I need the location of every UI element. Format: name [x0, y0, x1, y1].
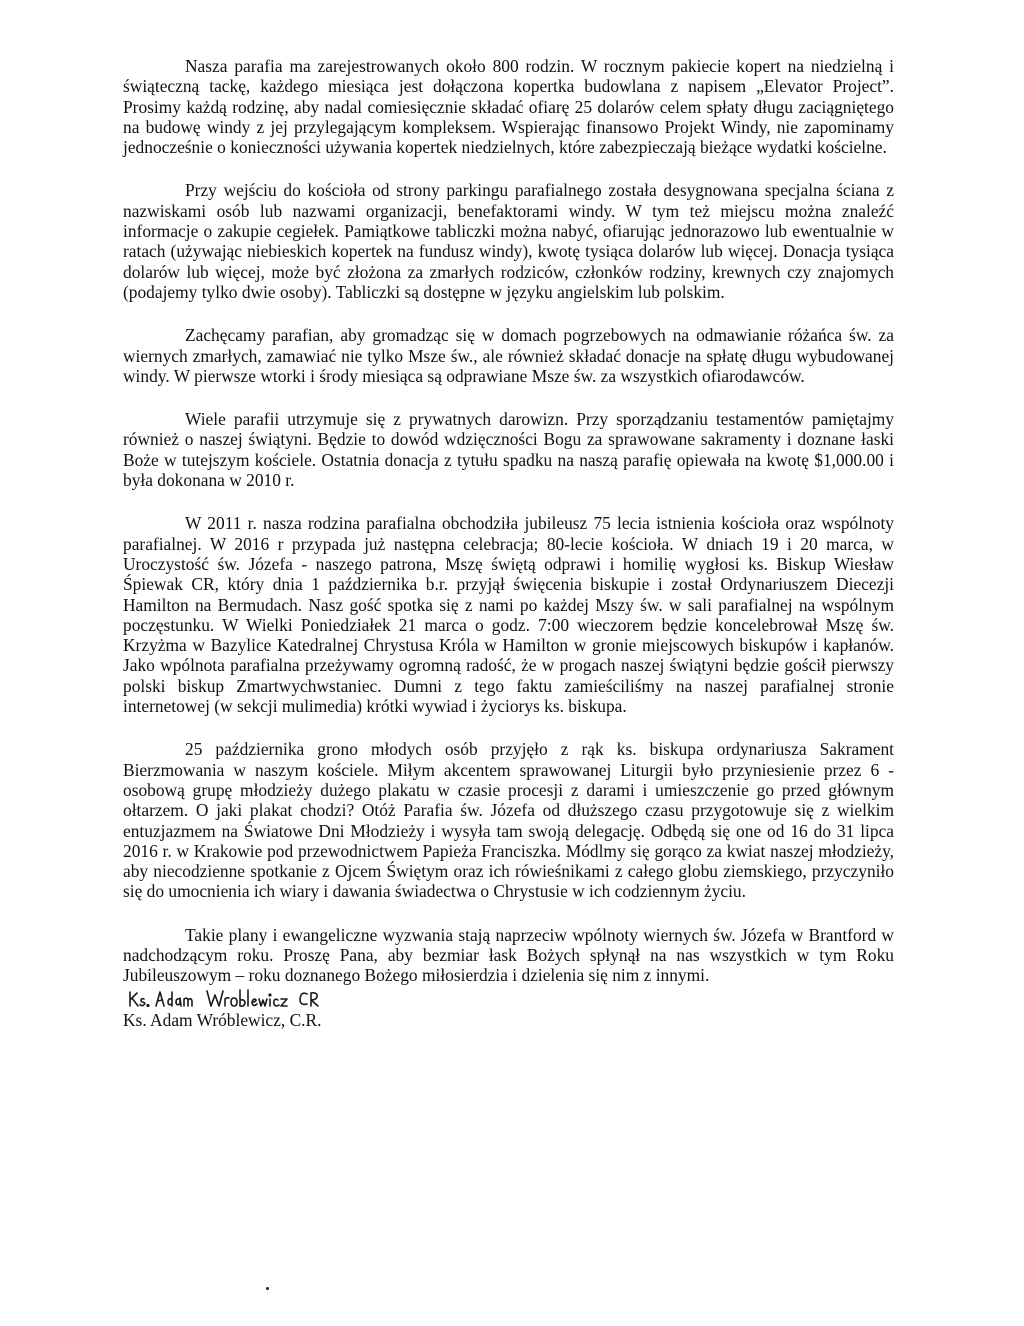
- stray-dot: [266, 1287, 269, 1290]
- paragraph-funeral-homes: Zachęcamy parafian, aby gromadząc się w domach pogrzebowych na odmawianie różańca św. za wiernych zmarłych, zamawiać nie tylko Msze św., ale również składać donacje na spłatę długu wybudowanej windy. W pierwsze wtorki i środy miesiąca są odprawiane Msze św. za wszystkich ofiarodawców.: [123, 325, 894, 386]
- paragraph-confirmation: 25 października grono młodych osób przyjęło z rąk ks. biskupa ordynariusza Sakrament Bierzmowania w naszym kościele. Miłym akcentem sprawowanej Liturgii było przyniesienie przez 6 - osobową grupę młodzieży dużego plakatu w czasie procesji z darami i umieszczenie go przed głównym ołtarzem. O jaki plakat chodzi? Otóż Parafia św. Józefa od dłuższego czasu przygotowuje się z wielkim entuzjazmem na Światowe Dni Młodzieży i wysyła tam swoją delegację. Odbędą się one od 16 do 31 lipca 2016 r. w Krakowie pod przewodnictwem Papieża Franciszka. Módlmy się gorąco za kwiat naszej młodzieży, aby niecodzienne spotkanie z Ojcem Świętym oraz ich rówieśnikami z całego globu ziemskiego, przyczyniło się do umocnienia ich wiary i dawania świadectwa o Chrystusie w ich codziennym życiu.: [123, 739, 894, 902]
- paragraph-anniversary: W 2011 r. nasza rodzina parafialna obchodziła jubileusz 75 lecia istnienia kościoła oraz wspólnoty parafialnej. W 2016 r przypada już następna celebracja; 80-lecie kościoła. W dniach 19 i 20 marca, w Uroczystość św. Józefa - naszego patrona, Mszę świętą odprawi i homilię wygłosi ks. Biskup Wiesław Śpiewak CR, który dnia 1 października b.r. przyjął święcenia biskupie i został Ordynariuszem Diecezji Hamilton na Bermudach. Nasz gość spotka się z nami po każdej Mszy św. w sali parafialnej na wspólnym poczęstunku. W Wielki Poniedziałek 21 marca o godz. 7:00 wieczorem będzie koncelebrował Mszę św. Krzyżma w Bazylice Katedralnej Chrystusa Króla w Hamilton w gronie miejscowych biskupów i kapłanów. Jako wpólnota parafialna przeżywamy ogromną radość, że w progach naszej świątyni będzie gościł pierwszy polski biskup Zmartwychwstaniec. Dumni z tego faktu zamieściliśmy na naszej parafialnej stronie internetowej (w sekcji mulimedia) krótki wywiad i życiorys ks. biskupa.: [123, 513, 894, 717]
- paragraph-donor-wall: Przy wejściu do kościoła od strony parkingu parafialnego została desygnowana specjalna ściana z nazwiskami osób lub nazwami organizacji, benefaktorami windy. W tym też miejscu można znaleźć informacje o zakupie cegiełek. Pamiątkowe tabliczki można nabyć, ofiarując jednorazowo lub ewentualnie w ratach (używając niebieskich kopertek na fundusz windy), kwotę tysiąca dolarów lub więcej. Donacja tysiąca dolarów lub więcej, może być złożona za zmarłych rodziców, członków rodziny, krewnych czy znajomych (podajemy tylko dwie osoby). Tabliczki są dostępne w języku angielskim lub polskim.: [123, 180, 894, 302]
- signature-name: Ks. Adam Wróblewicz, C.R.: [123, 1009, 322, 1030]
- signature-block: [123, 986, 894, 1030]
- letter-body: [123, 56, 894, 1030]
- paragraph-parish-envelopes: Nasza parafia ma zarejestrowanych około 800 rodzin. W rocznym pakiecie kopert na niedzielną i świąteczną tackę, każdego miesiąca jest dołączona kopertka budowlana z napisem „Elevator Project”. Prosimy każdą rodzinę, aby nadal comiesięcznie składać ofiarę 25 dolarów celem spłaty długu zaciągniętego na budowę windy z jej przylegającym kompleksem. Wspierając finansowo Projekt Windy, nie zapominamy jednocześnie o konieczności używania kopertek niedzielnych, które zabezpieczają bieżące wydatki kościelne.: [123, 56, 894, 158]
- handwritten-signature: [127, 986, 357, 1010]
- paragraph-closing: Takie plany i ewangeliczne wyzwania stają naprzeciw wpólnoty wiernych św. Józefa w Brantford w nadchodzącym roku. Proszę Pana, aby bezmiar łask Bożych spłynął na nas wszystkich w tym Roku Jubileuszowym – roku doznanego Bożego miłosierdzia i dzielenia się nim z innymi.: [123, 924, 894, 986]
- paragraph-bequests: Wiele parafii utrzymuje się z prywatnych darowizn. Przy sporządzaniu testamentów pamiętajmy również o naszej świątyni. Będzie to dowód wdzięczności Bogu za sprawowane sakramenty i doznane łaski Boże w tutejszym kościele. Ostatnia donacja z tytułu spadku na naszą parafię opiewała na kwotę $1,000.00 i była dokonana w 2010 r.: [123, 409, 894, 491]
